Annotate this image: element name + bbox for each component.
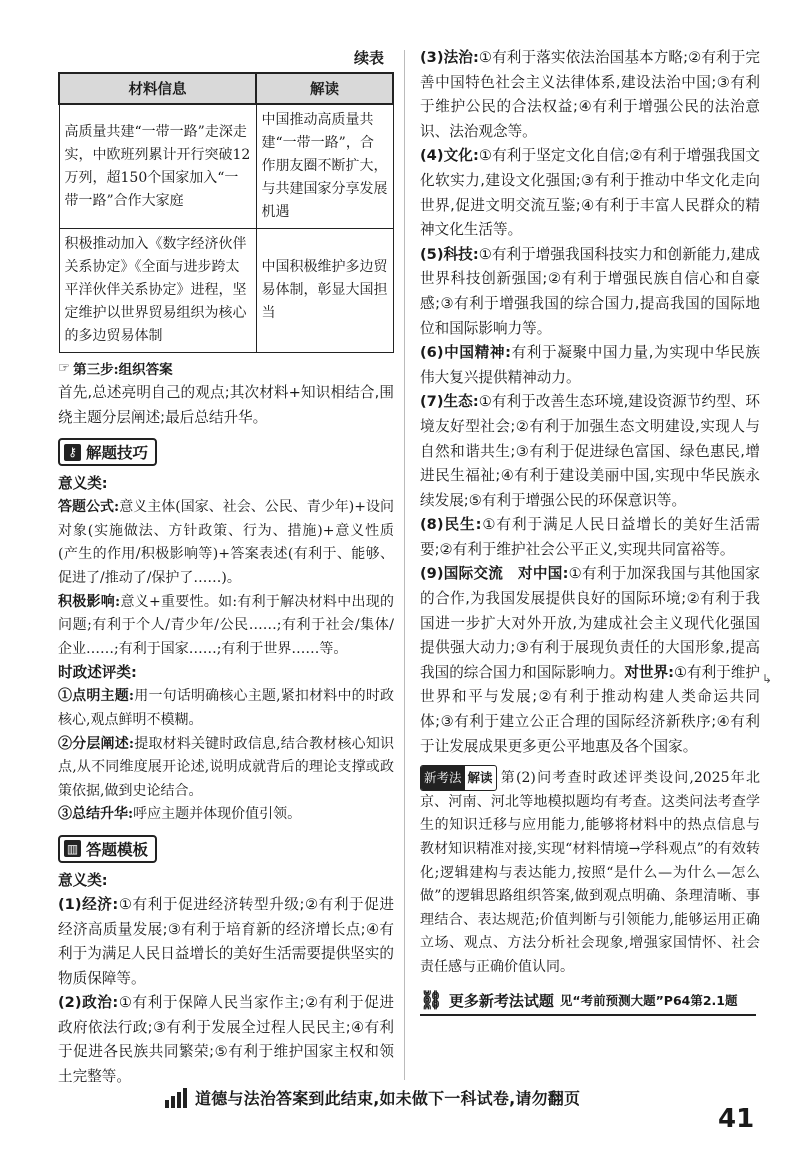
new-exam-paragraph: 新考法 解读 第(2)问考查时政述评类设问,2025年北京、河南、河北等地模拟题均有考查。这类问法考查学生的知识迁移与应用能力,能够将材料中的热点信息与教材知识精准对接,实现“材料情境→学科观点”的有效转化;逻辑建构与表达能力,按照“是什么—为什么—怎么做”的逻辑思路组织答案,做到观点明确、条理清晰、事理结合、表达规范;价值判断与引领能力,能够运用正确立场、观点、方法分析社会现象,增强家国情怀、社会责任感与正确价值认同。 (420, 765, 760, 979)
table-row (59, 229, 393, 353)
table-cell-material: 积极推动加入《数字经济伙伴关系协定》《全面与进步跨太平洋伙伴关系协定》进程，坚定维护以世界贸易组织为核心的多边贸易体制 (59, 229, 256, 353)
book-icon: ▥ (64, 840, 81, 857)
margin-mark: ↳ (762, 672, 773, 686)
signal-bars-icon (165, 1086, 187, 1108)
new-exam-badge-interpret: 解读 (467, 770, 493, 786)
footer-notice: 道德与法治答案到此结束,如未做下一科试卷,请勿翻页 (195, 1088, 581, 1108)
review-item: ③总结升华:呼应主题并体现价值引领。 (58, 806, 302, 823)
table-header-row (59, 73, 393, 104)
link-icon: ⛓ (420, 989, 443, 1011)
left-column (58, 48, 394, 1090)
footer-bar (165, 1082, 635, 1112)
step3-text: 首先,总述亮明自己的观点;其次材料+知识相结合,围绕主题分层阐述;最后总结升华。 (58, 384, 394, 426)
table-caption: 续表 (353, 49, 384, 67)
template-meaning-title: 意义类: (58, 871, 108, 889)
review-item: ①点明主题:用一句话明确核心主题,紧扣材料中的时政核心,观点鲜明不模糊。 (58, 688, 395, 728)
pointing-hand-icon: ☞ (58, 360, 71, 376)
template-item-law: (3)法治:①有利于落实依法治国基本方略;②有利于完善中国特色社会主义法律体系,建设法治中国;③有利于维护公民的合法权益;④有利于增强公民的法治意识、法治观念等。 (420, 49, 760, 140)
table-header-material: 材料信息 (59, 73, 256, 104)
key-icon: ⚷ (64, 444, 81, 461)
table-header-interpretation: 解读 (256, 73, 393, 104)
material-table (58, 72, 394, 353)
more-questions: ⛓ 更多新考法试题 见“考前预测大题”P64第2.1题 (420, 990, 756, 1016)
right-column (420, 46, 760, 1016)
page-number: 41 (718, 1104, 755, 1134)
step3-heading: ☞ 第三步:组织答案 (58, 360, 173, 378)
review-item: ②分层阐述:提取材料关键时政信息,结合教材核心知识点,从不同维度展开论述,说明成就背后的理论支撑或政策依据,做到史论结合。 (58, 735, 395, 799)
table-row (59, 104, 393, 229)
table-cell-interpretation: 中国积极维护多边贸易体制，彰显大国担当 (256, 229, 393, 353)
new-exam-badge (420, 765, 497, 791)
template-item-economy: (1)经济:①有利于促进经济转型升级;②有利于促进经济高质量发展;③有利于培育新的经济增长点;④有利于为满足人民日益增长的美好生活需要提供坚实的物质保障等。 (58, 895, 394, 987)
formula-paragraph: 答题公式:意义主体(国家、社会、公民、青少年)+设问对象(实施做法、方针政策、行为、措施)+意义性质(产生的作用/积极影响等)+答案表述(有利于、能够、促进了/推动了/保护了……)。 (58, 499, 394, 586)
template-item-politics: (2)政治:①有利于保障人民当家作主;②有利于促进政府依法行政;③有利于发展全过程人民民主;④有利于促进各民族共同繁荣;⑤有利于维护国家主权和领土完整等。 (58, 994, 394, 1086)
table-cell-material: 高质量共建“一带一路”走深走实，中欧班列累计开行突破12万列，超150个国家加入“一带一路”合作大家庭 (59, 104, 256, 229)
tips-banner: ⚷ 解题技巧 (58, 438, 157, 466)
template-item-spirit: (6)中国精神:有利于凝聚中国力量,为实现中华民族伟大复兴提供精神动力。 (420, 344, 760, 386)
review-title: 时政述评类: (58, 664, 137, 682)
template-item-culture: (4)文化:①有利于坚定文化自信;②有利于增强我国文化软实力,建设文化强国;③有利于推动中华文化走向世界,促进文明交流互鉴;④有利于丰富人民群众的精神文化生活等。 (420, 147, 760, 239)
new-exam-badge-label: 新考法 (421, 766, 465, 790)
template-item-ecology: (7)生态:①有利于改善生态环境,建设资源节约型、环境友好型社会;②有利于加强生态文明建设,实现人与自然和谐共生;③有利于促进绿色富国、绿色惠民,增进民生福祉;④有利于建设美丽中国,实现中华民族永续发展;⑤有利于增强公民的环保意识等。 (420, 393, 760, 509)
impact-paragraph: 积极影响:意义+重要性。如:有利于解决材料中出现的问题;有利于个人/青少年/公民……;有利于社会/集体/企业……;有利于国家……;有利于世界……等。 (58, 593, 394, 657)
template-banner: ▥ 答题模板 (58, 835, 157, 863)
table-cell-interpretation: 中国推动高质量共建“一带一路”，合作朋友圈不断扩大，与共建国家分享发展机遇 (256, 104, 393, 229)
template-item-tech: (5)科技:①有利于增强我国科技实力和创新能力,建成世界科技创新强国;②有利于增强民族自信心和自豪感;③有利于增强我国的综合国力,提高我国的国际地位和国际影响力等。 (420, 245, 760, 337)
tips-meaning-title: 意义类: (58, 475, 108, 493)
template-item-livelihood: (8)民生:①有利于满足人民日益增长的美好生活需要;②有利于维护社会公平正义,实现共同富裕等。 (420, 516, 760, 558)
template-item-international: (9)国际交流 对中国:①有利于加深我国与其他国家的合作,为我国发展提供良好的国际环境;②有利于我国进一步扩大对外开放,为建成社会主义现代化强国提供强大动力;③有利于展现负责任的大国形象,提高我国的综合国力和国际影响力。对世界:①有利于维护世界和平与发展;②有利于推动构建人类命运共同体;③有利于建立公正合理的国际经济新秩序;④有利于让发展成果更多更公平地惠及各个国家。 (420, 565, 761, 755)
column-divider (404, 50, 405, 1080)
